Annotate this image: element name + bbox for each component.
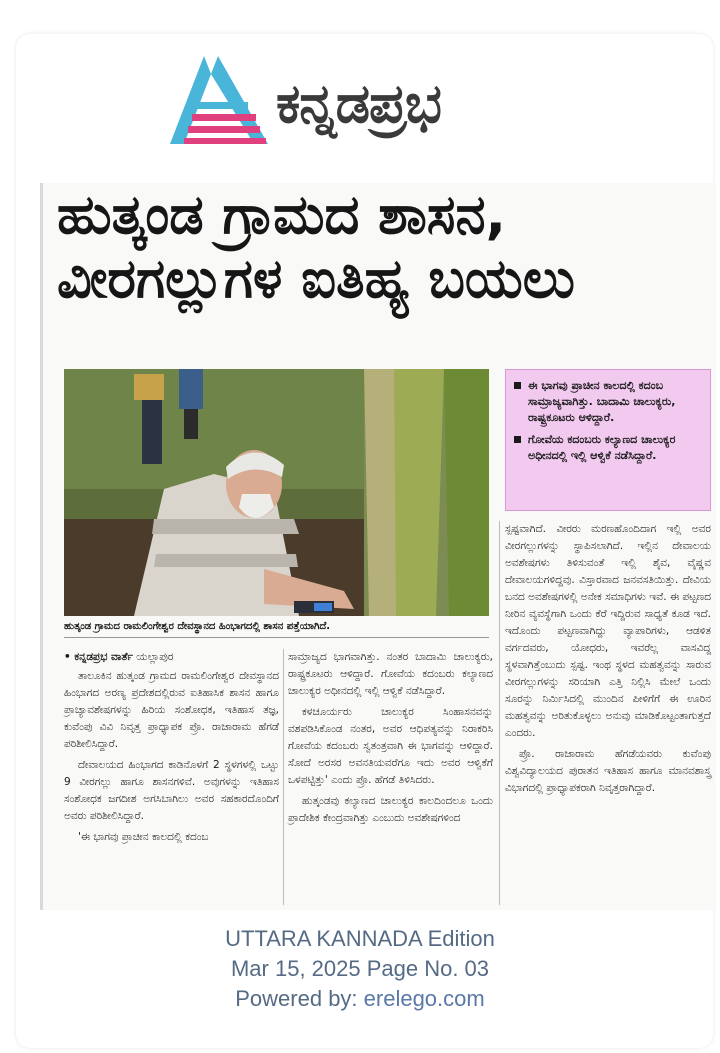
edition-label: UTTARA KANNADA Edition [225, 926, 495, 951]
erelego-link[interactable]: erelego.com [363, 986, 485, 1011]
byline: • ಕನ್ನಡಪ್ರಭ ವಾರ್ತೆ [64, 651, 133, 663]
paragraph: 'ಈ ಭಾಗವು ಪ್ರಾಚೀನ ಕಾಲದಲ್ಲಿ ಕದಂಬ [78, 831, 209, 843]
powered-by-label: Powered by: [235, 986, 364, 1011]
news-clipping [40, 183, 715, 910]
article-headline [43, 183, 715, 311]
footer [0, 924, 720, 1014]
paragraph: ಪ್ರೊ. ರಾಜಾರಾಮ ಹೆಗಡೆಯವರು ಕುವೆಂಪು ವಿಶ್ವವಿದ್ಯಾಲಯದ ಪುರಾತನ ಇತಿಹಾಸ ಹಾಗೂ ಮಾನವಶಾಸ್ತ್ರ ವಿಭಾಗದಲ್ಲಿ ಪ್ರಾಧ್ಯಾಪಕರಾಗಿ ನಿವೃತ್ತರಾಗಿದ್ದಾರೆ. [505, 748, 711, 794]
powered-by-row [0, 984, 720, 1014]
paragraph: ತಾಲೂಕಿನ ಹುತ್ಕಂಡ ಗ್ರಾಮದ ರಾಮಲಿಂಗೇಶ್ವರ ದೇವಸ್ಥಾನದ ಹಿಂಭಾಗದ ಅರಣ್ಯ ಪ್ರದೇಶದಲ್ಲಿರುವ ಐತಿಹಾಸಿಕ ಶಾಸನ ಹಾಗೂ ಪ್ರಾಚ್ಯಾವಶೇಷಗಳನ್ನು ಹಿರಿಯ ಸಂಶೋಧಕ, ಇತಿಹಾಸ ತಜ್ಞ, ಕುವೆಂಪು ವಿವಿ ನಿವೃತ್ತ ಪ್ರಾಧ್ಯಾಪಕ ಪ್ರೊ. ರಾಜಾರಾಮ ಹೆಗಡೆ ಪರಿಶೀಲಿಸಿದ್ದಾರೆ. [64, 670, 279, 750]
kannada-prabha-logo-icon [170, 56, 270, 146]
highlight-item [514, 378, 702, 426]
column-divider [283, 649, 284, 905]
paragraph: ಸಾಮ್ರಾಜ್ಯದ ಭಾಗವಾಗಿತ್ತು. ನಂತರ ಬಾದಾಮಿ ಚಾಲುಕ್ಯರು, ರಾಷ್ಟ್ರಕೂಟರು ಆಳಿದ್ದಾರೆ. ಗೋವೆಯ ಕದಂಬರು ಕಲ್ಯಾಣದ ಚಾಲುಕ್ಯರ ಅಧೀನದಲ್ಲಿ ಇಲ್ಲಿ ಆಳ್ವಿಕೆ ನಡೆಸಿದ್ದಾರೆ. [288, 651, 493, 697]
date-page-label: Mar 15, 2025 Page No. 03 [230, 956, 490, 981]
article-column-3 [505, 521, 711, 801]
masthead [0, 34, 720, 180]
article-column-2 [288, 649, 493, 831]
paragraph: ಕಳಚೂರ್ಯರು ಚಾಲುಕ್ಯರ ಸಿಂಹಾಸನವನ್ನು ವಶಪಡಿಸಿಕೊಂಡ ನಂತರ, ಅವರ ಆಧಿಪತ್ಯವನ್ನು ನಿರಾಕರಿಸಿ ಗೋವೆಯ ಕದಂಬರು ಸ್ವತಂತ್ರವಾಗಿ ಈ ಭಾಗವನ್ನು ಆಳಿದ್ದಾರೆ. ಸೋದೆ ಅರಸರ ಅವನತಿಯವರೆಗೂ ಇದು ಅವರ ಆಳ್ವಿಕೆಗೆ ಒಳಪಟ್ಟಿತ್ತು' ಎಂದು ಪ್ರೊ. ಹೆಗಡೆ ತಿಳಿಸಿದರು. [288, 706, 493, 786]
paragraph: ಹುತ್ಕಂಡವು ಕಲ್ಯಾಣದ ಚಾಲುಕ್ಯರ ಕಾಲದಿಂದಲೂ ಒಂದು ಪ್ರಾದೇಶಿಕ ಕೇಂದ್ರವಾಗಿತ್ತು ಎಂಬುದು ಅವಶೇಷಗಳಿಂದ [288, 795, 493, 824]
article-photo [64, 369, 489, 616]
article-column-1 [64, 649, 279, 850]
square-bullet-icon [514, 436, 521, 443]
column-divider [499, 521, 500, 905]
paragraph: ದೇವಾಲಯದ ಹಿಂಭಾಗದ ಕಾಡಿನೊಳಗೆ 2 ಸ್ಥಳಗಳಲ್ಲಿ ಒಟ್ಟು 9 ವೀರಗಲ್ಲು ಹಾಗೂ ಶಾಸನಗಳಿವೆ. ಅವುಗಳನ್ನು ಇತಿಹಾಸ ಸಂಶೋಧಕ ಜಗದೀಶ ಅಗಸಿಬಾಗಿಲು ಅವರ ಸಹಕಾರದೊಂದಿಗೆ ಅವರು ಪರಿಶೀಲಿಸಿದ್ದಾರೆ. [64, 759, 279, 822]
highlight-text: ಈ ಭಾಗವು ಪ್ರಾಚೀನ ಕಾಲದಲ್ಲಿ ಕದಂಬ ಸಾಮ್ರಾಜ್ಯವಾಗಿತ್ತು. ಬಾದಾಮಿ ಚಾಲುಕ್ಯರು, ರಾಷ್ಟ್ರಕೂಟರು ಆಳಿದ್ದಾರೆ. [528, 379, 676, 424]
byline-row [64, 649, 279, 666]
headline-line-2: ವೀರಗಲ್ಲುಗಳ ಐತಿಹ್ಯ ಬಯಲು [57, 247, 575, 310]
masthead-brand: ಕನ್ನಡಪ್ರಭ [276, 72, 441, 135]
highlights-box [505, 369, 711, 511]
dateline: ಯಲ್ಲಾಪುರ [136, 651, 174, 663]
photo-caption: ಹುತ್ಕಂಡ ಗ್ರಾಮದ ರಾಮಲಿಂಗೇಶ್ವರ ದೇವಸ್ಥಾನದ ಹಿಂಭಾಗದಲ್ಲಿ ಶಾಸನ ಪತ್ತೆಯಾಗಿದೆ. [64, 617, 489, 638]
paragraph: ಸ್ಪಷ್ಟವಾಗಿದೆ. ವೀರರು ಮರಣಹೊಂದಿದಾಗ ಇಲ್ಲಿ ಅವರ ವೀರಗಲ್ಲುಗಳನ್ನು ಸ್ಥಾಪಿಸಲಾಗಿದೆ. ಇಲ್ಲಿನ ದೇವಾಲಯ ಅವಶೇಷಗಳು ತಿಳಿಸುವಂತೆ ಇಲ್ಲಿ ಶೈವ, ವೈಷ್ಣವ ದೇವಾಲಯಗಳಿದ್ದವು. ವಿಸ್ತಾರವಾದ ಜನವಸತಿಯಿತ್ತು. ದೇವಿಯ ಬನದ ಅವಶೇಷಗಳಲ್ಲಿ ಅನೇಕ ಸಮಾಧಿಗಳು ಇವೆ. ಈ ಪಟ್ಟಣದ ನೀರಿನ ವ್ಯವಸ್ಥೆಗಾಗಿ ಒಂದು ಕೆರೆ ಇದ್ದಿರುವ ಸಾಧ್ಯತೆ ಕೂಡ ಇದೆ. ಇದೊಂದು ಪಟ್ಟಣವಾಗಿದ್ದು ವ್ಯಾಪಾರಿಗಳು, ಆಡಳಿತ ವರ್ಗದವರು, ಯೋಧರು, ಇವರೆಲ್ಲ ವಾಸವಿದ್ದ ಸ್ಥಳವಾಗಿತ್ತೆಂಬುದು ಸ್ಪಷ್ಟ. ಇಂಥ ಸ್ಥಳದ ಮಹತ್ವವನ್ನು ಸಾರುವ ವೀರಗಲ್ಲುಗಳನ್ನು ಸರಿಯಾಗಿ ಎತ್ತಿ ನಿಲ್ಲಿಸಿ ಮೇಲೆ ಒಂದು ಸೂರನ್ನು ನಿರ್ಮಿಸಿದಲ್ಲಿ ಮುಂದಿನ ಪೀಳಿಗೆಗೆ ಈ ಊರಿನ ಮಹತ್ವವನ್ನು ಅರಿತುಕೊಳ್ಳಲು ಅನುವು ಮಾಡಿಕೊಟ್ಟಂತಾಗುತ್ತದೆ ಎಂದರು. [505, 523, 711, 739]
headline-line-1: ಹುತ್ಕಂಡ ಗ್ರಾಮದ ಶಾಸನ, [57, 183, 507, 246]
highlight-item [514, 432, 702, 464]
square-bullet-icon [514, 382, 521, 389]
highlight-text: ಗೋವೆಯ ಕದಂಬರು ಕಲ್ಯಾಣದ ಚಾಲುಕ್ಯರ ಅಧೀನದಲ್ಲಿ ಇಲ್ಲಿ ಆಳ್ವಿಕೆ ನಡೆಸಿದ್ದಾರೆ. [528, 433, 676, 462]
